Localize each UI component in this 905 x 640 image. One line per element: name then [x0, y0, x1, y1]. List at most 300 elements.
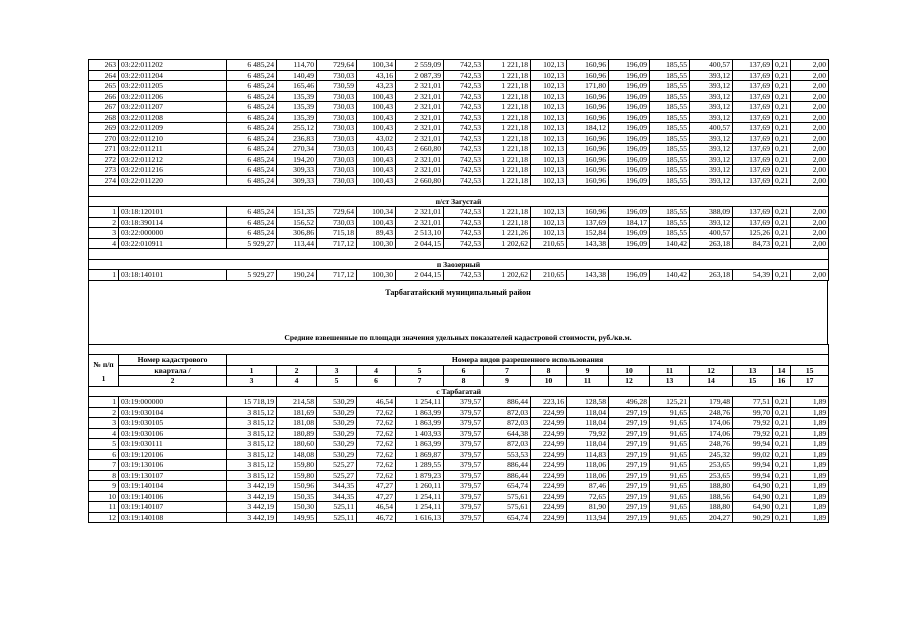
cadastral-code-cell: 03:22:011220: [119, 175, 227, 186]
value-cell: 248,76: [690, 407, 733, 418]
value-cell: 263,18: [690, 270, 733, 281]
value-cell: 2 321,01: [396, 112, 444, 123]
table-row: [89, 502, 829, 513]
row-number-cell: 266: [89, 91, 119, 102]
blank-row: [89, 249, 829, 260]
value-cell: 2,00: [791, 70, 829, 81]
value-cell: 0,21: [773, 207, 791, 218]
column-number-cell: 10: [531, 376, 567, 387]
value-cell: 248,76: [690, 439, 733, 450]
value-cell: 2,00: [791, 81, 829, 92]
value-cell: 236,83: [277, 133, 317, 144]
value-cell: 0,21: [773, 102, 791, 113]
value-cell: 99,70: [733, 407, 773, 418]
value-cell: 2,00: [791, 165, 829, 176]
type-number-cell: 11: [650, 365, 690, 376]
value-cell: 140,49: [277, 70, 317, 81]
value-cell: 729,64: [317, 60, 357, 71]
header-row-1: [89, 355, 829, 366]
value-cell: 3 815,12: [227, 439, 277, 450]
value-cell: 742,53: [444, 238, 484, 249]
value-cell: 2,00: [791, 175, 829, 186]
table-row: [89, 418, 829, 429]
value-cell: 297,19: [609, 481, 650, 492]
table-row: [89, 81, 829, 92]
value-cell: 100,43: [357, 217, 396, 228]
value-cell: 137,69: [733, 175, 773, 186]
value-cell: 1,89: [791, 397, 829, 408]
value-cell: 654,74: [484, 481, 531, 492]
value-cell: 99,94: [733, 460, 773, 471]
row-number-cell: 1: [89, 270, 119, 281]
value-cell: 525,27: [317, 470, 357, 481]
row-number-cell: 11: [89, 502, 119, 513]
value-cell: 87,46: [567, 481, 609, 492]
value-cell: 730,03: [317, 70, 357, 81]
table-row: [89, 270, 829, 281]
cadastral-code-cell: 03:22:011208: [119, 112, 227, 123]
value-cell: 72,62: [357, 449, 396, 460]
cadastral-code-cell: 03:22:011207: [119, 102, 227, 113]
value-cell: 159,80: [277, 460, 317, 471]
value-cell: 3 442,19: [227, 502, 277, 513]
type-number-cell: 2: [277, 365, 317, 376]
value-cell: 654,74: [484, 512, 531, 523]
value-cell: 742,53: [444, 175, 484, 186]
value-cell: 185,55: [650, 60, 690, 71]
value-cell: 2 044,15: [396, 270, 444, 281]
value-cell: 742,53: [444, 102, 484, 113]
table-row: [89, 470, 829, 481]
value-cell: 2 321,01: [396, 123, 444, 134]
cadastral-code-cell: 03:19:000000: [119, 397, 227, 408]
document-sheet: [88, 59, 828, 523]
value-cell: 91,65: [650, 481, 690, 492]
value-cell: 2 321,01: [396, 165, 444, 176]
table-row: [89, 112, 829, 123]
value-cell: 171,80: [567, 81, 609, 92]
section-row: [89, 259, 829, 270]
value-cell: 379,57: [444, 460, 484, 471]
value-cell: 196,09: [609, 238, 650, 249]
value-cell: 79,92: [733, 418, 773, 429]
value-cell: 79,92: [733, 428, 773, 439]
value-cell: 575,61: [484, 502, 531, 513]
value-cell: 224,99: [531, 439, 567, 450]
cadastral-code-cell: 03:19:140106: [119, 491, 227, 502]
value-cell: 1 221,18: [484, 81, 531, 92]
column-number-cell: 5: [317, 376, 357, 387]
value-cell: 742,53: [444, 133, 484, 144]
value-cell: 379,57: [444, 512, 484, 523]
value-cell: 210,65: [531, 270, 567, 281]
value-cell: 393,12: [690, 81, 733, 92]
value-cell: 185,55: [650, 228, 690, 239]
value-cell: 135,39: [277, 112, 317, 123]
value-cell: 224,99: [531, 418, 567, 429]
value-cell: 204,27: [690, 512, 733, 523]
value-cell: 742,53: [444, 165, 484, 176]
value-cell: 530,29: [317, 397, 357, 408]
value-cell: 253,65: [690, 470, 733, 481]
value-cell: 160,96: [567, 133, 609, 144]
cadastral-code-cell: 03:18:390114: [119, 217, 227, 228]
value-cell: 181,08: [277, 418, 317, 429]
table-row: [89, 123, 829, 134]
value-cell: 2 321,01: [396, 91, 444, 102]
value-cell: 102,13: [531, 81, 567, 92]
type-number-cell: 7: [484, 365, 531, 376]
value-cell: 160,96: [567, 112, 609, 123]
value-cell: 160,96: [567, 60, 609, 71]
value-cell: 3 442,19: [227, 512, 277, 523]
value-cell: 0,21: [773, 238, 791, 249]
value-cell: 730,03: [317, 133, 357, 144]
value-cell: 113,44: [277, 238, 317, 249]
cadastral-code-cell: 03:19:030111: [119, 439, 227, 450]
value-cell: 188,80: [690, 502, 733, 513]
value-cell: 0,21: [773, 91, 791, 102]
value-cell: 379,57: [444, 397, 484, 408]
type-number-cell: 12: [690, 365, 733, 376]
value-cell: 160,96: [567, 165, 609, 176]
value-cell: 742,53: [444, 81, 484, 92]
value-cell: 185,55: [650, 165, 690, 176]
value-cell: 46,54: [357, 397, 396, 408]
header-col-no: [89, 355, 119, 387]
value-cell: 196,09: [609, 81, 650, 92]
value-cell: 297,19: [609, 491, 650, 502]
value-cell: 47,27: [357, 491, 396, 502]
value-cell: 730,03: [317, 144, 357, 155]
table-row: [89, 439, 829, 450]
table-row: [89, 133, 829, 144]
table-row: [89, 491, 829, 502]
cadastral-code-cell: 03:19:030106: [119, 428, 227, 439]
value-cell: 102,13: [531, 123, 567, 134]
value-cell: 100,30: [357, 238, 396, 249]
value-cell: 137,69: [733, 81, 773, 92]
value-cell: 3 442,19: [227, 481, 277, 492]
value-cell: 2 044,15: [396, 238, 444, 249]
value-cell: 400,57: [690, 123, 733, 134]
value-cell: 64,90: [733, 491, 773, 502]
value-cell: 0,21: [773, 165, 791, 176]
value-cell: 886,44: [484, 470, 531, 481]
type-number-cell: 6: [444, 365, 484, 376]
value-cell: 102,13: [531, 144, 567, 155]
row-number-cell: 270: [89, 133, 119, 144]
value-cell: 102,13: [531, 102, 567, 113]
value-cell: 2,00: [791, 112, 829, 123]
value-cell: 0,21: [773, 512, 791, 523]
value-cell: 185,55: [650, 207, 690, 218]
value-cell: 102,13: [531, 112, 567, 123]
value-cell: 2 321,01: [396, 217, 444, 228]
value-cell: 196,09: [609, 91, 650, 102]
value-cell: 102,13: [531, 70, 567, 81]
value-cell: 379,57: [444, 491, 484, 502]
value-cell: 160,96: [567, 102, 609, 113]
value-cell: 1,89: [791, 460, 829, 471]
cadastral-code-cell: 03:22:011212: [119, 154, 227, 165]
value-cell: 91,65: [650, 470, 690, 481]
value-cell: 100,43: [357, 154, 396, 165]
value-cell: 400,57: [690, 60, 733, 71]
value-cell: 1,89: [791, 428, 829, 439]
value-cell: 102,13: [531, 133, 567, 144]
column-number-cell: 6: [357, 376, 396, 387]
value-cell: 742,53: [444, 207, 484, 218]
value-cell: 91,65: [650, 460, 690, 471]
value-cell: 224,99: [531, 470, 567, 481]
value-cell: 1 403,93: [396, 428, 444, 439]
value-cell: 196,09: [609, 144, 650, 155]
value-cell: 46,54: [357, 502, 396, 513]
cadastral-code-cell: 03:19:120106: [119, 449, 227, 460]
value-cell: 297,19: [609, 470, 650, 481]
value-cell: 717,12: [317, 270, 357, 281]
type-number-cell: 3: [317, 365, 357, 376]
column-number-cell: 7: [396, 376, 444, 387]
value-cell: 886,44: [484, 460, 531, 471]
type-number-cell: 9: [567, 365, 609, 376]
value-cell: 102,13: [531, 91, 567, 102]
column-number-cell: 15: [733, 376, 773, 387]
value-cell: 1 221,18: [484, 144, 531, 155]
value-cell: 196,09: [609, 133, 650, 144]
value-cell: 160,96: [567, 154, 609, 165]
value-cell: 1 616,13: [396, 512, 444, 523]
value-cell: 118,06: [567, 470, 609, 481]
value-cell: 180,60: [277, 439, 317, 450]
value-cell: 6 485,24: [227, 70, 277, 81]
header-row-2: [89, 365, 829, 376]
value-cell: 159,80: [277, 470, 317, 481]
section-row: [89, 196, 829, 207]
value-cell: 1 221,18: [484, 70, 531, 81]
table-row: [89, 207, 829, 218]
value-cell: 160,96: [567, 207, 609, 218]
value-cell: 1,89: [791, 407, 829, 418]
value-cell: 5 929,27: [227, 238, 277, 249]
value-cell: 196,09: [609, 60, 650, 71]
table-row: [89, 70, 829, 81]
value-cell: 2 321,01: [396, 133, 444, 144]
row-number-cell: 269: [89, 123, 119, 134]
value-cell: 0,21: [773, 228, 791, 239]
value-cell: 730,03: [317, 112, 357, 123]
value-cell: 306,86: [277, 228, 317, 239]
cadastral-code-cell: 03:18:120101: [119, 207, 227, 218]
value-cell: 194,20: [277, 154, 317, 165]
header-col-code-2: квартала /: [119, 365, 227, 376]
value-cell: 47,27: [357, 481, 396, 492]
table-row: [89, 175, 829, 186]
value-cell: 6 485,24: [227, 81, 277, 92]
cadastral-code-cell: 03:22:011202: [119, 60, 227, 71]
value-cell: 379,57: [444, 481, 484, 492]
column-number-cell: 14: [690, 376, 733, 387]
value-cell: 188,56: [690, 491, 733, 502]
value-cell: 0,21: [773, 144, 791, 155]
value-cell: 2,00: [791, 133, 829, 144]
value-cell: 102,13: [531, 60, 567, 71]
value-cell: 0,21: [773, 217, 791, 228]
value-cell: 114,70: [277, 60, 317, 71]
value-cell: 137,69: [733, 112, 773, 123]
value-cell: 1 221,18: [484, 112, 531, 123]
value-cell: 64,90: [733, 502, 773, 513]
value-cell: 872,03: [484, 439, 531, 450]
value-cell: 100,43: [357, 165, 396, 176]
value-cell: 151,35: [277, 207, 317, 218]
value-cell: 91,65: [650, 449, 690, 460]
value-cell: 253,65: [690, 460, 733, 471]
data-table-top: [88, 59, 829, 281]
column-number-cell: 4: [277, 376, 317, 387]
value-cell: 0,21: [773, 439, 791, 450]
value-cell: 6 485,24: [227, 228, 277, 239]
value-cell: 1 863,99: [396, 418, 444, 429]
value-cell: 185,55: [650, 144, 690, 155]
column-number-cell: 1: [101, 374, 106, 383]
value-cell: 81,90: [567, 502, 609, 513]
value-cell: 196,09: [609, 175, 650, 186]
row-number-cell: 264: [89, 70, 119, 81]
value-cell: 102,13: [531, 165, 567, 176]
value-cell: 5 929,27: [227, 270, 277, 281]
value-cell: 393,12: [690, 165, 733, 176]
column-number-cell: 12: [609, 376, 650, 387]
zaozerny-rows: [89, 270, 829, 281]
value-cell: 742,53: [444, 91, 484, 102]
value-cell: 2,00: [791, 60, 829, 71]
value-cell: 196,09: [609, 228, 650, 239]
value-cell: 393,12: [690, 70, 733, 81]
data-table-bottom: [88, 344, 829, 524]
cadastral-code-cell: 03:19:140104: [119, 481, 227, 492]
table-subtitle: Средние взвешенные по площади значения удельных показателей кадастровой стоимости, руб./кв.м.: [284, 332, 632, 342]
value-cell: 6 485,24: [227, 112, 277, 123]
value-cell: 388,09: [690, 207, 733, 218]
value-cell: 297,19: [609, 449, 650, 460]
value-cell: 91,65: [650, 439, 690, 450]
row-number-cell: 268: [89, 112, 119, 123]
value-cell: 0,21: [773, 418, 791, 429]
table-row: [89, 428, 829, 439]
value-cell: 730,03: [317, 102, 357, 113]
value-cell: 2,00: [791, 102, 829, 113]
value-cell: 2 321,01: [396, 207, 444, 218]
value-cell: 530,29: [317, 439, 357, 450]
row-number-cell: 5: [89, 439, 119, 450]
value-cell: 64,90: [733, 481, 773, 492]
value-cell: 149,95: [277, 512, 317, 523]
value-cell: 180,89: [277, 428, 317, 439]
value-cell: 72,62: [357, 470, 396, 481]
value-cell: 160,96: [567, 91, 609, 102]
value-cell: 137,69: [733, 133, 773, 144]
header-col-no-label: № п/п: [93, 360, 114, 369]
value-cell: 0,21: [773, 502, 791, 513]
blank-row: [89, 344, 829, 355]
value-cell: 91,65: [650, 418, 690, 429]
value-cell: 91,65: [650, 428, 690, 439]
table-row: [89, 449, 829, 460]
value-cell: 196,09: [609, 154, 650, 165]
section-zagustay: п/ст Загустай: [89, 196, 829, 207]
cadastral-code-cell: 03:19:130107: [119, 470, 227, 481]
value-cell: 525,11: [317, 512, 357, 523]
value-cell: 137,69: [733, 70, 773, 81]
value-cell: 214,58: [277, 397, 317, 408]
header-row-3: [89, 376, 829, 387]
value-cell: 2 321,01: [396, 154, 444, 165]
row-number-cell: 9: [89, 481, 119, 492]
row-number-cell: 1: [89, 397, 119, 408]
value-cell: 393,12: [690, 144, 733, 155]
row-number-cell: 272: [89, 154, 119, 165]
value-cell: 46,72: [357, 512, 396, 523]
value-cell: 100,43: [357, 91, 396, 102]
value-cell: 393,12: [690, 175, 733, 186]
type-number-cell: 15: [791, 365, 829, 376]
value-cell: 91,65: [650, 491, 690, 502]
value-cell: 99,94: [733, 470, 773, 481]
value-cell: 43,02: [357, 133, 396, 144]
value-cell: 379,57: [444, 418, 484, 429]
value-cell: 224,99: [531, 428, 567, 439]
value-cell: 297,19: [609, 439, 650, 450]
value-cell: 644,38: [484, 428, 531, 439]
column-number-cell: 17: [791, 376, 829, 387]
value-cell: 379,57: [444, 407, 484, 418]
value-cell: 1 221,18: [484, 123, 531, 134]
value-cell: 185,55: [650, 112, 690, 123]
value-cell: 137,69: [733, 144, 773, 155]
value-cell: 742,53: [444, 270, 484, 281]
value-cell: 742,53: [444, 217, 484, 228]
table-row: [89, 238, 829, 249]
value-cell: 1,89: [791, 491, 829, 502]
value-cell: 2,00: [791, 144, 829, 155]
row-number-cell: 2: [89, 407, 119, 418]
cadastral-code-cell: 03:18:140101: [119, 270, 227, 281]
value-cell: 72,62: [357, 439, 396, 450]
value-cell: 224,99: [531, 502, 567, 513]
header-col-code-1: Номер кадастрового: [119, 355, 227, 366]
table-row: [89, 165, 829, 176]
value-cell: 730,03: [317, 154, 357, 165]
row-number-cell: 6: [89, 449, 119, 460]
value-cell: 297,19: [609, 512, 650, 523]
row-number-cell: 3: [89, 418, 119, 429]
value-cell: 297,19: [609, 407, 650, 418]
value-cell: 100,34: [357, 60, 396, 71]
value-cell: 102,13: [531, 154, 567, 165]
value-cell: 1,89: [791, 481, 829, 492]
value-cell: 181,69: [277, 407, 317, 418]
row-number-cell: 274: [89, 175, 119, 186]
row-number-cell: 265: [89, 81, 119, 92]
value-cell: 185,55: [650, 81, 690, 92]
value-cell: 1 202,62: [484, 238, 531, 249]
value-cell: 137,69: [733, 154, 773, 165]
column-number-cell: 3: [227, 376, 277, 387]
cadastral-code-cell: 03:19:140107: [119, 502, 227, 513]
value-cell: 2,00: [791, 154, 829, 165]
